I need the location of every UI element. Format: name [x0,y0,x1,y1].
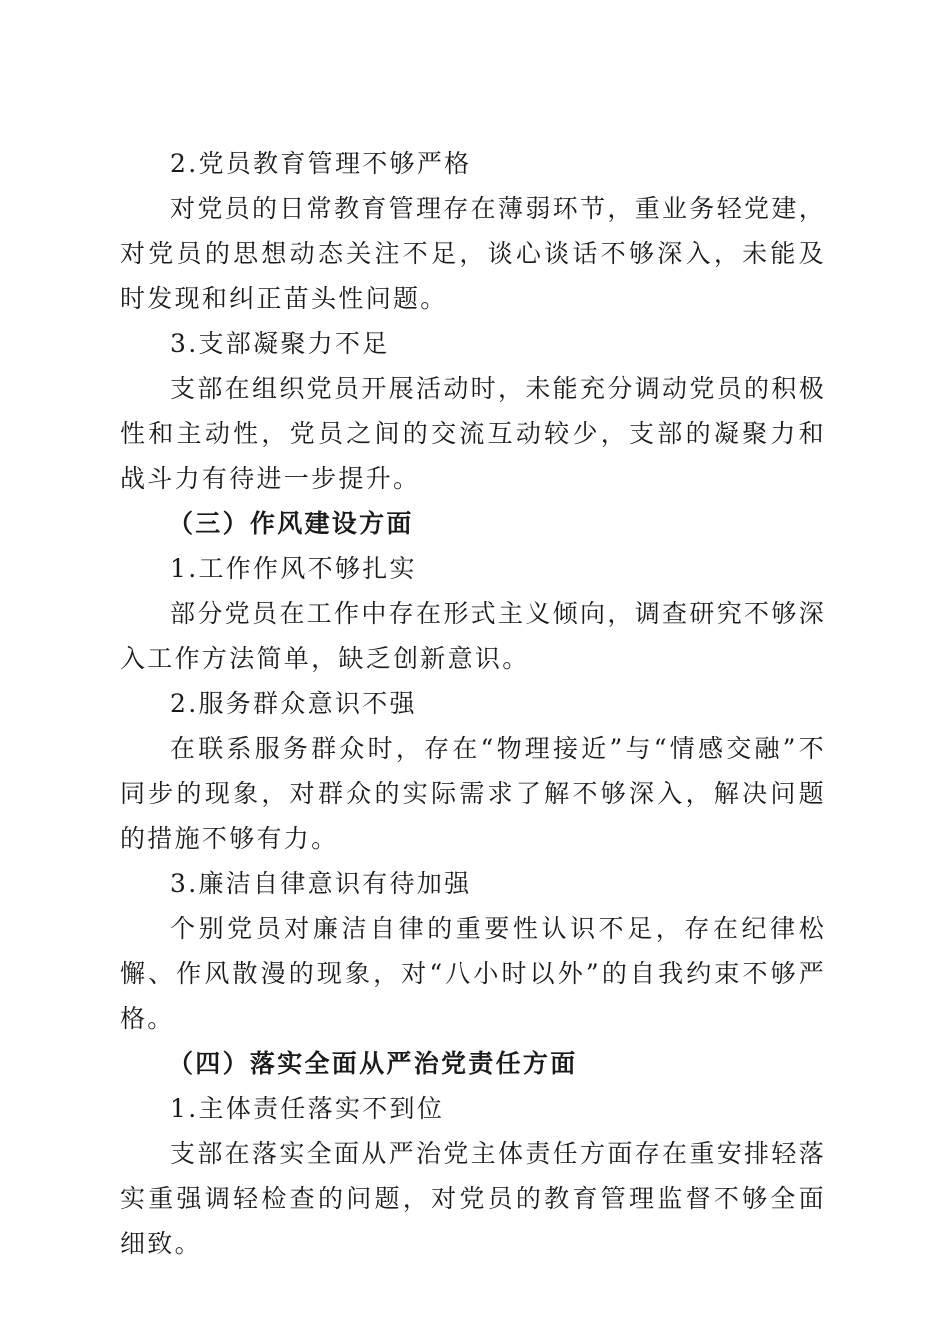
document-body [120,141,826,1266]
subheading-branch-cohesion: 3.支部凝聚力不足 [170,329,390,358]
subheading-integrity: 3.廉洁自律意识有待加强 [170,869,472,898]
paragraph-branch-cohesion: 支部在组织党员开展活动时，未能充分调动党员的积极性和主动性，党员之间的交流互动较少，支部的凝聚力和战斗力有待进一步提升。 [120,374,826,493]
paragraph-work-style-solid: 部分党员在工作中存在形式主义倾向，调查研究不够深入工作方法简单，缺乏创新意识。 [120,599,826,673]
subheading-main-responsibility: 1.主体责任落实不到位 [170,1094,445,1123]
paragraph-main-responsibility: 支部在落实全面从严治党主体责任方面存在重安排轻落实重强调轻检查的问题，对党员的教育管理监督不够全面细致。 [120,1139,826,1258]
subheading-education-management: 2.党员教育管理不够严格 [170,149,472,178]
paragraph-education-management: 对党员的日常教育管理存在薄弱环节，重业务轻党建，对党员的思想动态关注不足，谈心谈话不够深入，未能及时发现和纠正苗头性问题。 [120,194,826,313]
paragraph-integrity: 个别党员对廉洁自律的重要性认识不足，存在纪律松懈、作风散漫的现象，对“八小时以外”的自我约束不够严格。 [120,914,826,1033]
subheading-serving-masses: 2.服务群众意识不强 [170,689,417,718]
section-heading-work-style: （三）作风建设方面 [168,509,414,538]
paragraph-serving-masses: 在联系服务群众时，存在“物理接近”与“情感交融”不同步的现象，对群众的实际需求了解不够深入，解决问题的措施不够有力。 [120,734,826,853]
subheading-work-style-solid: 1.工作作风不够扎实 [170,554,417,583]
section-heading-party-governance: （四）落实全面从严治党责任方面 [168,1049,578,1078]
